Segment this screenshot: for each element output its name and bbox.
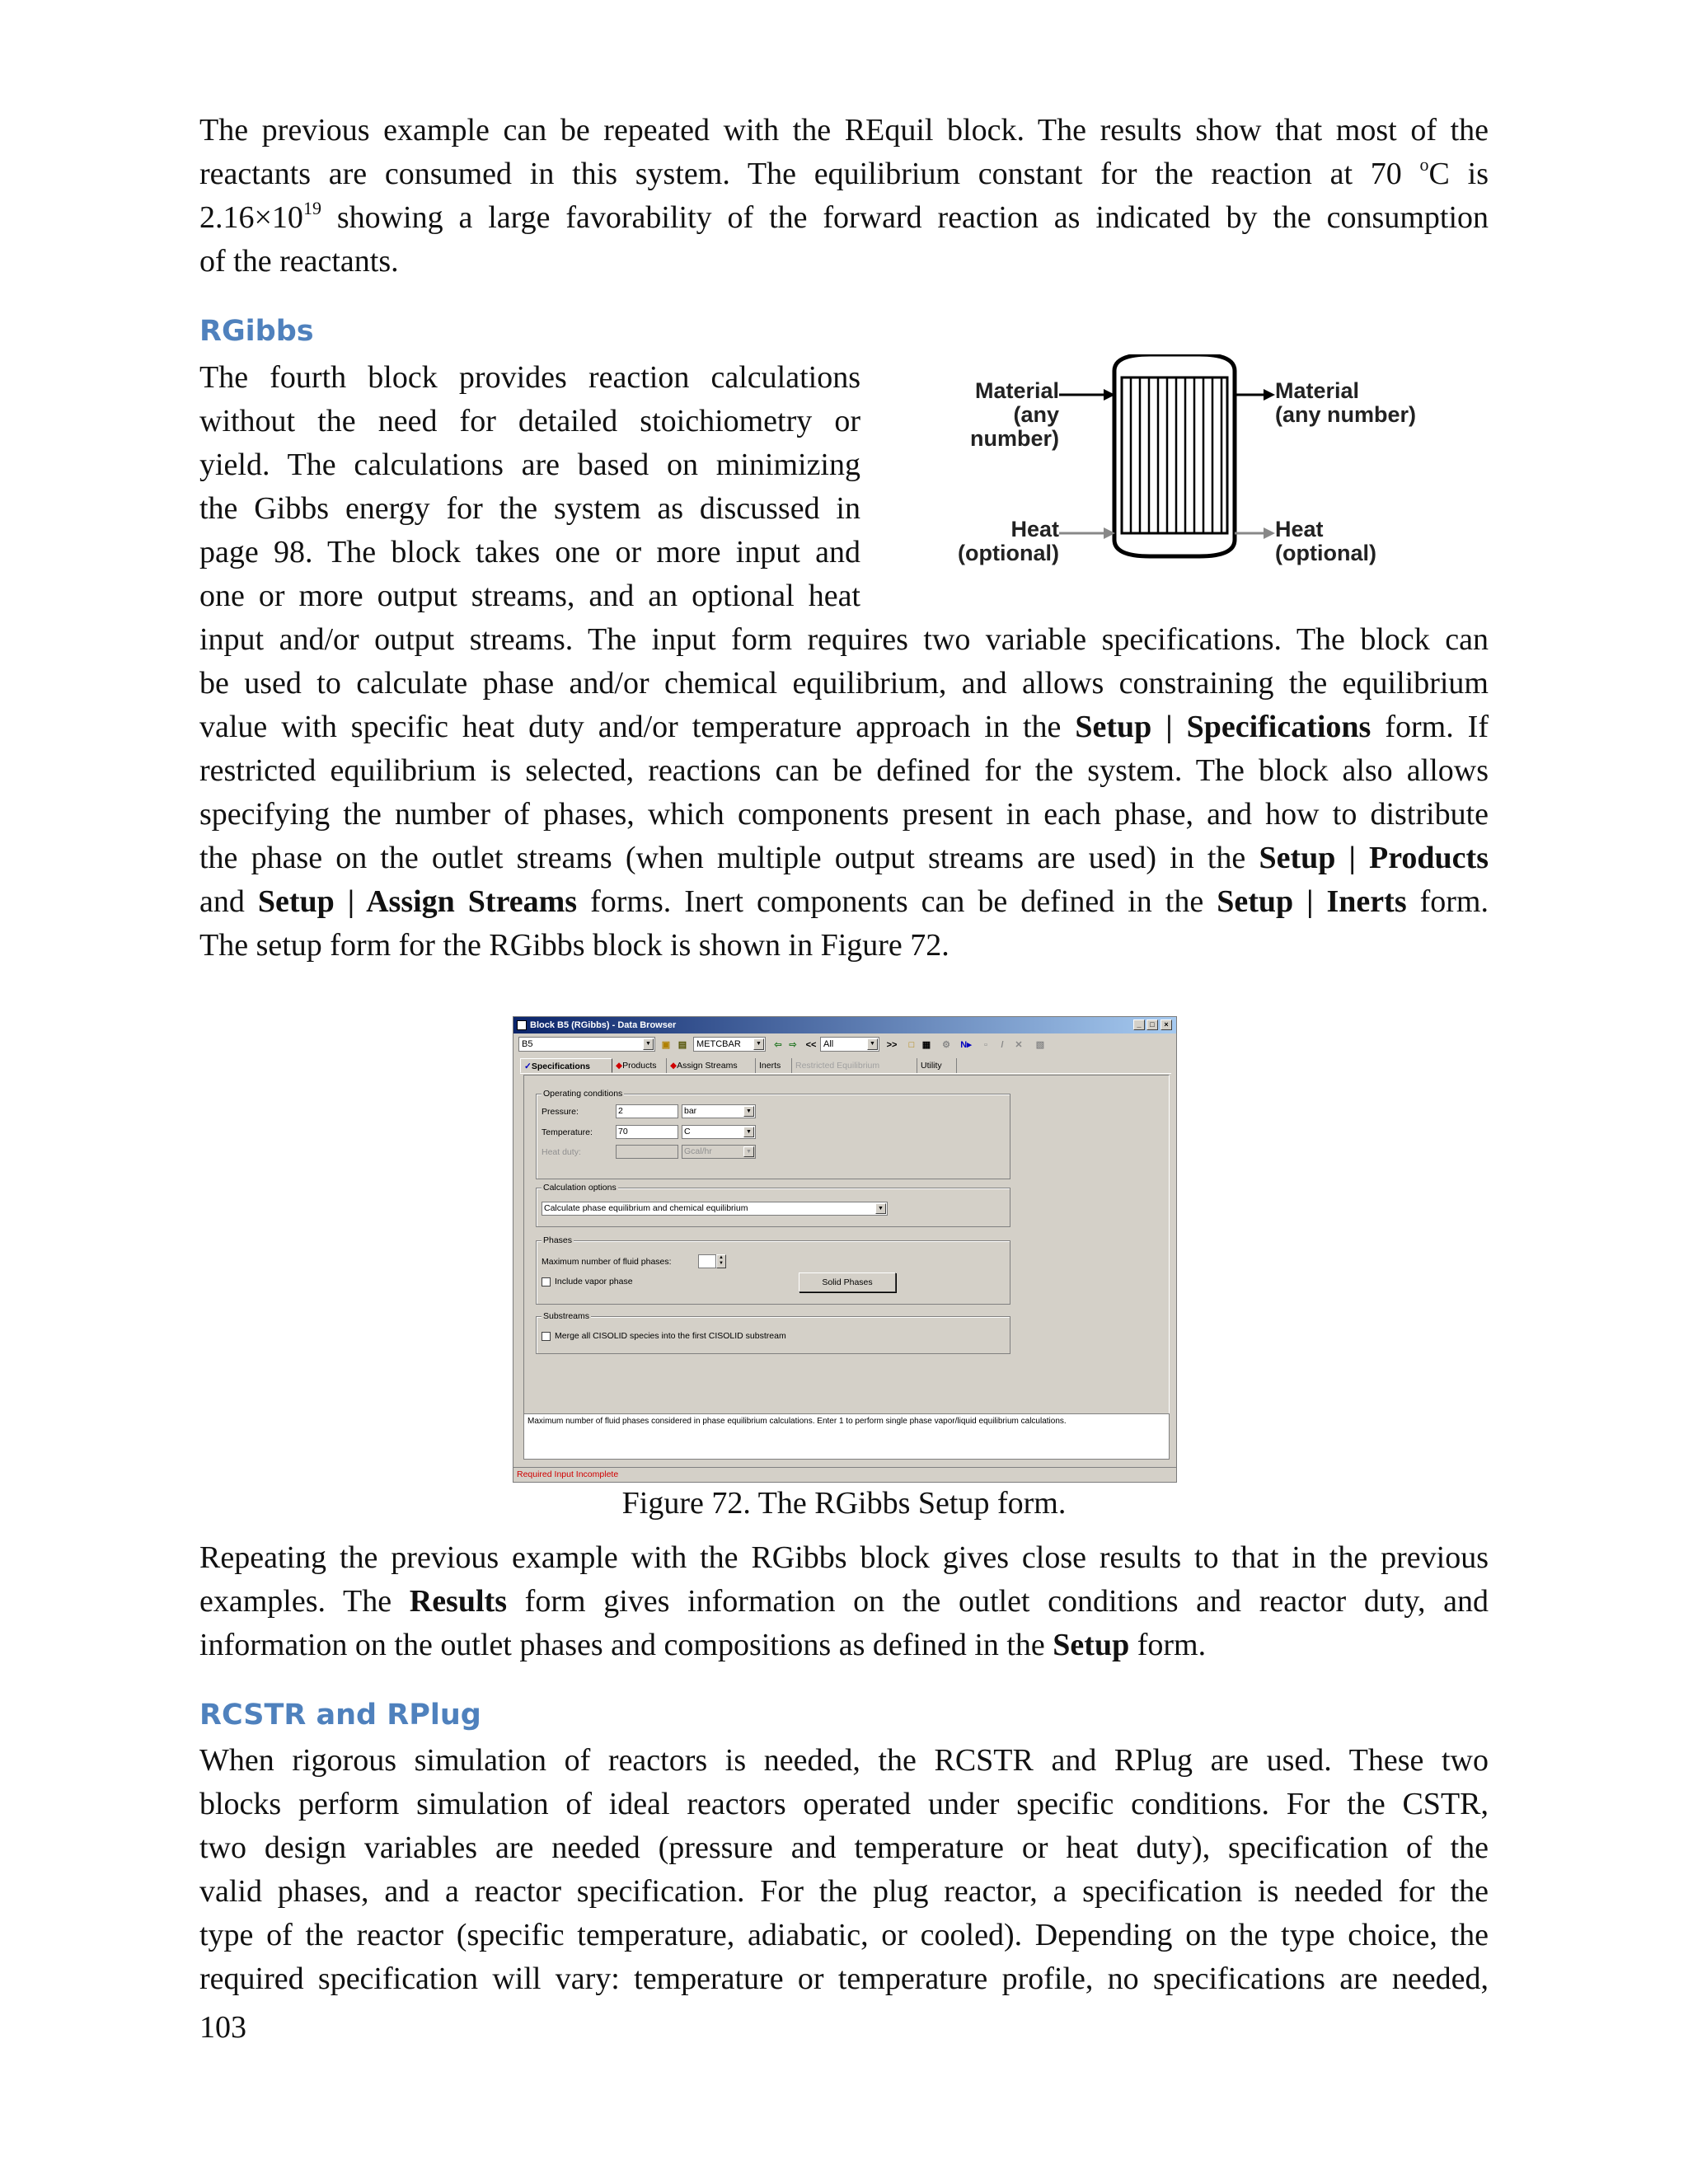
text-line: required specification will vary: temperature or temperature profile, no specifications are needed, (199, 1961, 1489, 1996)
text-line: and Setup | Assign Streams forms. Inert components can be defined in the Setup | Inerts form. (199, 884, 1489, 919)
group-label: Calculation options (543, 1183, 617, 1193)
prompt-panel: Maximum number of fluid phases considered in phase equilibrium calculations. Enter 1 to perform single phase vapor/liquid equilibrium calculations. (523, 1413, 1170, 1460)
filter-select[interactable]: All ▼ (820, 1037, 879, 1052)
text-line: without the need for detailed stoichiometry or (199, 404, 860, 438)
next-step-icon[interactable]: N▸ (960, 1040, 972, 1050)
merge-cisolid-label: Merge all CISOLID species into the first CISOLID substream (555, 1331, 786, 1341)
results-paragraph (199, 1536, 1489, 1667)
minimize-button[interactable]: _ (1133, 1019, 1145, 1030)
tab-restricted-equilibrium[interactable]: Restricted Equilibrium (792, 1058, 917, 1073)
rgibbs-paragraph (199, 618, 1489, 968)
calculation-option-select[interactable]: Calculate phase equilibrium and chemical equilibrium ▼ (542, 1202, 888, 1216)
text-line: value with specific heat duty and/or temperature approach in the Setup | Specifications form. If (199, 710, 1489, 744)
heat-duty-unit-select[interactable]: Gcal/hr ▼ (682, 1145, 756, 1159)
heat-duty-input[interactable] (616, 1145, 678, 1159)
pressure-input[interactable]: 2 (616, 1104, 678, 1118)
text-line: valid phases, and a reactor specification. For the plug reactor, a specification is needed for the (199, 1874, 1489, 1909)
text-line: specifying the number of phases, which components present in each phase, and how to distribute (199, 797, 1489, 832)
pressure-label: Pressure: (542, 1107, 579, 1117)
solid-phases-button[interactable]: Solid Phases (799, 1272, 896, 1292)
folder-up-icon[interactable]: ▣ (661, 1040, 671, 1050)
status-icon[interactable]: ▦ (921, 1040, 931, 1050)
chevron-down-icon: ▼ (643, 1038, 654, 1050)
material-outlet-label: Material (any number) (1275, 378, 1417, 427)
page-number: 103 (199, 2010, 246, 2045)
chevron-down-icon: ▼ (743, 1146, 754, 1157)
text-line: page 98. The block takes one or more input and (199, 535, 860, 569)
settings-icon[interactable]: ⚙ (942, 1040, 950, 1050)
copy-icon[interactable]: ▧ (1035, 1040, 1045, 1050)
text-line: $2.16\times 10^{19}$ showing a large favorability of the forward reaction as indicated by the consumption (199, 198, 1489, 235)
temperature-label: Temperature: (542, 1127, 593, 1137)
merge-cisolid-checkbox[interactable] (542, 1332, 551, 1341)
text-line: The setup form for the RGibbs block is shown in Figure 72. (199, 928, 950, 963)
chevron-down-icon: ▼ (875, 1203, 886, 1214)
rgibbs-wrapped-text (199, 356, 860, 618)
chevron-down-icon: ▼ (867, 1038, 878, 1050)
heat-duty-label: Heat duty: (542, 1147, 581, 1157)
text-line: two design variables are needed (pressure and temperature or heat duty), specification of the (199, 1830, 1489, 1865)
tab-assign-streams[interactable]: ◆Assign Streams (667, 1058, 756, 1073)
window-titlebar (513, 1017, 1176, 1033)
text-line: be used to calculate phase and/or chemical equilibrium, and allows constraining the equilibrium (199, 666, 1489, 701)
chevron-down-icon: ▼ (743, 1106, 754, 1117)
group-label: Operating conditions (543, 1089, 623, 1099)
units-select[interactable]: METCBAR ▼ (693, 1037, 766, 1052)
text-line: yield. The calculations are based on minimizing (199, 448, 860, 482)
tab-specifications[interactable]: ✓Specifications (520, 1058, 612, 1073)
operating-conditions-group (536, 1089, 1010, 1179)
app-icon (517, 1020, 527, 1030)
status-bar: Required Input Incomplete (513, 1467, 1176, 1482)
next-form-icon[interactable]: >> (886, 1040, 898, 1050)
text-line: type of the reactor (specific temperature, adiabatic, or cooled). Depending on the type choice, the (199, 1918, 1489, 1952)
edit-icon[interactable]: ▫ (984, 1040, 987, 1050)
tab-inerts[interactable]: Inerts (756, 1058, 792, 1073)
text-line: blocks perform simulation of ideal reactors operated under specific conditions. For the CSTR, (199, 1787, 1489, 1821)
tab-utility[interactable]: Utility (917, 1058, 957, 1073)
incomplete-icon: ◆ (616, 1061, 623, 1071)
group-label: Substreams (543, 1311, 590, 1321)
text-line: examples. The Results form gives information on the outlet conditions and reactor duty, and (199, 1584, 1489, 1619)
material-inlet-label: Material (any number) (970, 378, 1059, 451)
phases-group (536, 1235, 1010, 1305)
text-line: The fourth block provides reaction calculations (199, 360, 860, 395)
text-line: The previous example can be repeated with the REquil block. The results show that most of the (199, 113, 1489, 148)
previous-form-icon[interactable]: << (805, 1040, 817, 1050)
chevron-down-icon: ▼ (753, 1038, 764, 1050)
text-line: the phase on the outlet streams (when multiple output streams are used) in the Setup | Products (199, 841, 1489, 875)
text-line: When rigorous simulation of reactors is needed, the RCSTR and RPlug are used. These two (199, 1743, 1489, 1778)
maximize-button[interactable]: □ (1146, 1019, 1158, 1030)
pencil-icon[interactable]: / (1001, 1040, 1004, 1050)
text-line: one or more output streams, and an optional heat (199, 579, 860, 613)
heat-inlet-label: Heat (optional) (958, 517, 1059, 565)
checkmark-icon: ✓ (524, 1062, 532, 1071)
pressure-unit-select[interactable]: bar ▼ (682, 1104, 756, 1118)
incomplete-icon: ◆ (670, 1061, 678, 1071)
chevron-down-icon: ▼ (743, 1127, 754, 1137)
text-line: reactants are consumed in this system. The equilibrium constant for the reaction at 70 $^o$C is (199, 154, 1489, 191)
toolbar (513, 1037, 1176, 1055)
window-title: Block B5 (RGibbs) - Data Browser (530, 1020, 677, 1030)
text-line: of the reactants. (199, 244, 399, 279)
calculation-options-group (536, 1183, 1010, 1227)
rcstr-paragraph (199, 1739, 1489, 2001)
back-arrow-icon[interactable]: ⇦ (774, 1040, 782, 1050)
forward-arrow-icon[interactable]: ⇨ (789, 1040, 797, 1050)
substreams-group (536, 1311, 1010, 1354)
include-vapor-label: Include vapor phase (555, 1277, 633, 1286)
intro-paragraph (199, 109, 1489, 284)
text-line: Repeating the previous example with the RGibbs block gives close results to that in the previous (199, 1540, 1489, 1575)
form-tabs (520, 1058, 1171, 1074)
include-vapor-checkbox[interactable] (542, 1277, 551, 1286)
form-pane (523, 1075, 1170, 1439)
text-line: input and/or output streams. The input form requires two variable specifications. The block can (199, 622, 1489, 657)
max-fluid-phases-label: Maximum number of fluid phases: (542, 1257, 672, 1267)
tab-products[interactable]: ◆Products (612, 1058, 667, 1073)
notes-icon[interactable]: □ (908, 1040, 915, 1050)
data-browser-window (513, 1016, 1177, 1483)
text-line: the Gibbs energy for the system as discussed in (199, 491, 860, 526)
temperature-unit-select[interactable]: C ▼ (682, 1125, 756, 1139)
section-heading-rcstr-rplug: RCSTR and RPlug (199, 1699, 481, 1732)
section-heading-rgibbs: RGibbs (199, 315, 314, 348)
rgibbs-reactor-diagram (903, 354, 1438, 577)
temperature-input[interactable]: 70 (616, 1125, 678, 1139)
text-line: information on the outlet phases and compositions as defined in the Setup form. (199, 1628, 1207, 1662)
spinner-icon[interactable]: ▲ ▼ (716, 1254, 726, 1268)
save-form-icon[interactable]: ▤ (678, 1040, 687, 1050)
group-label: Phases (543, 1235, 573, 1245)
text-line: restricted equilibrium is selected, reactions can be defined for the system. The block also allows (199, 753, 1489, 788)
block-select[interactable]: B5 ▼ (518, 1037, 655, 1052)
delete-icon[interactable]: ✕ (1015, 1040, 1023, 1050)
heat-outlet-label: Heat (optional) (1275, 517, 1376, 565)
close-button[interactable]: × (1160, 1019, 1172, 1030)
max-fluid-phases-input[interactable] (698, 1254, 716, 1268)
figure-caption: Figure 72. The RGibbs Setup form. (621, 1486, 1067, 1521)
